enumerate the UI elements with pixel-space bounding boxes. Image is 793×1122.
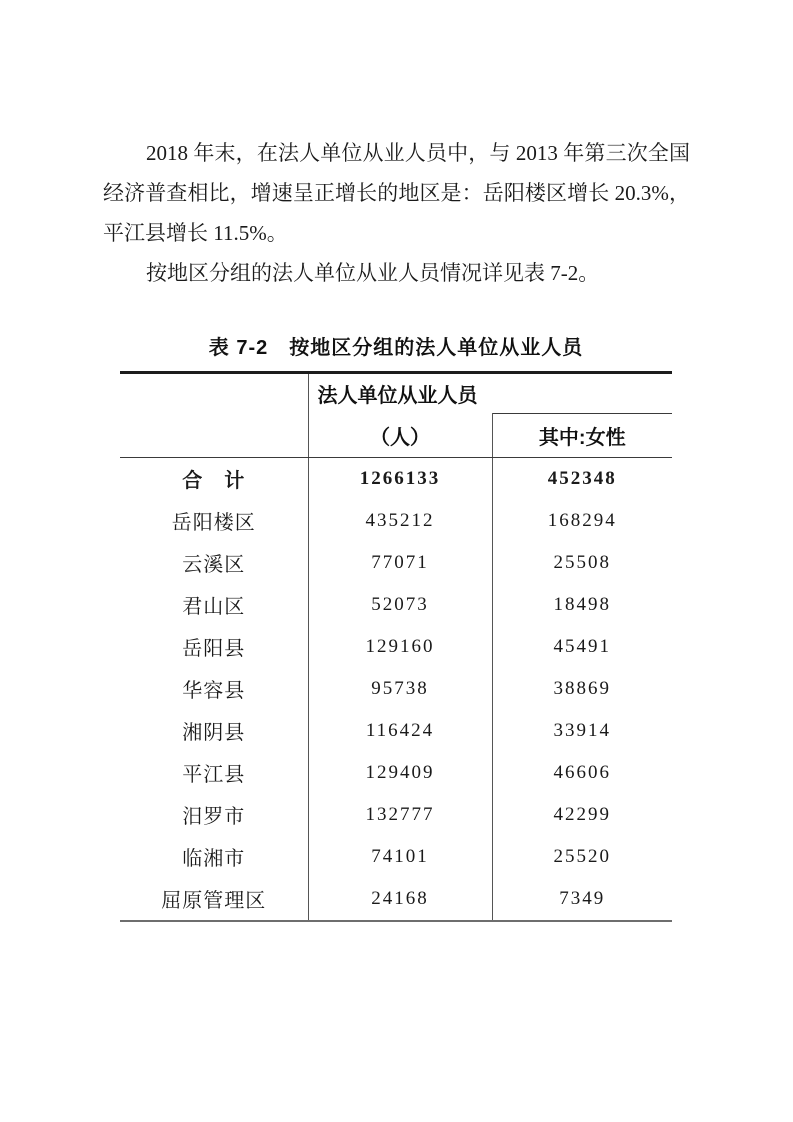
table-row (120, 878, 672, 921)
region-cell: 岳阳楼区 (120, 500, 308, 542)
total-cell: 52073 (308, 584, 492, 626)
total-cell: 435212 (308, 500, 492, 542)
table-row (120, 668, 672, 710)
region-cell: 君山区 (120, 584, 308, 626)
region-cell: 云溪区 (120, 542, 308, 584)
table-row (120, 710, 672, 752)
table-row (120, 542, 672, 584)
table-row (120, 626, 672, 668)
region-cell: 汨罗市 (120, 794, 308, 836)
body-paragraph-1: 2018 年末，在法人单位从业人员中，与 2013 年第三次全国经济普查相比，增速呈正增长的地区是：岳阳楼区增长 20.3%，平江县增长 11.5%。 (103, 141, 690, 245)
total-cell: 24168 (308, 878, 492, 921)
total-cell: 1266133 (308, 457, 492, 500)
table-row (120, 584, 672, 626)
region-cell: 华容县 (120, 668, 308, 710)
female-cell: 25508 (553, 551, 611, 573)
body-paragraph-2: 按地区分组的法人单位从业人员情况详见表 7-2。 (146, 261, 600, 285)
region-cell: 合 计 (120, 457, 308, 500)
total-cell: 116424 (308, 710, 492, 752)
female-cell: 33914 (553, 719, 611, 741)
female-cell: 7349 (559, 887, 606, 909)
data-table (120, 371, 672, 922)
female-cell: 46606 (553, 761, 611, 783)
table-section (120, 331, 672, 922)
corner-cell (120, 373, 308, 458)
female-cell: 452348 (547, 467, 617, 489)
table-row (120, 457, 672, 500)
female-cell: 25520 (553, 845, 611, 867)
female-cell: 42299 (553, 803, 611, 825)
table-header (120, 373, 672, 458)
female-cell: 168294 (547, 509, 617, 531)
female-cell: 38869 (553, 677, 611, 699)
region-cell: 屈原管理区 (120, 878, 308, 921)
female-cell: 45491 (553, 635, 611, 657)
region-cell: 湘阴县 (120, 710, 308, 752)
total-cell: 95738 (308, 668, 492, 710)
table-title: 表 7-2 按地区分组的法人单位从业人员 (208, 337, 584, 359)
region-cell: 岳阳县 (120, 626, 308, 668)
total-cell: 129409 (308, 752, 492, 794)
region-cell: 临湘市 (120, 836, 308, 878)
table-row (120, 752, 672, 794)
total-cell: 132777 (308, 794, 492, 836)
total-cell: 77071 (308, 542, 492, 584)
table-row (120, 794, 672, 836)
female-header-cell: 其中:女性 (492, 414, 672, 458)
total-cell: 74101 (308, 836, 492, 878)
female-cell: 18498 (553, 593, 611, 615)
total-cell: 129160 (308, 626, 492, 668)
page-content (103, 133, 690, 922)
table-row (120, 500, 672, 542)
region-cell: 平江县 (120, 752, 308, 794)
table-row (120, 836, 672, 878)
unit-header-cell: （人） (308, 414, 492, 458)
table-body (120, 457, 672, 921)
group-header-cell: 法人单位从业人员 (317, 385, 478, 407)
header-row-group (120, 373, 672, 414)
